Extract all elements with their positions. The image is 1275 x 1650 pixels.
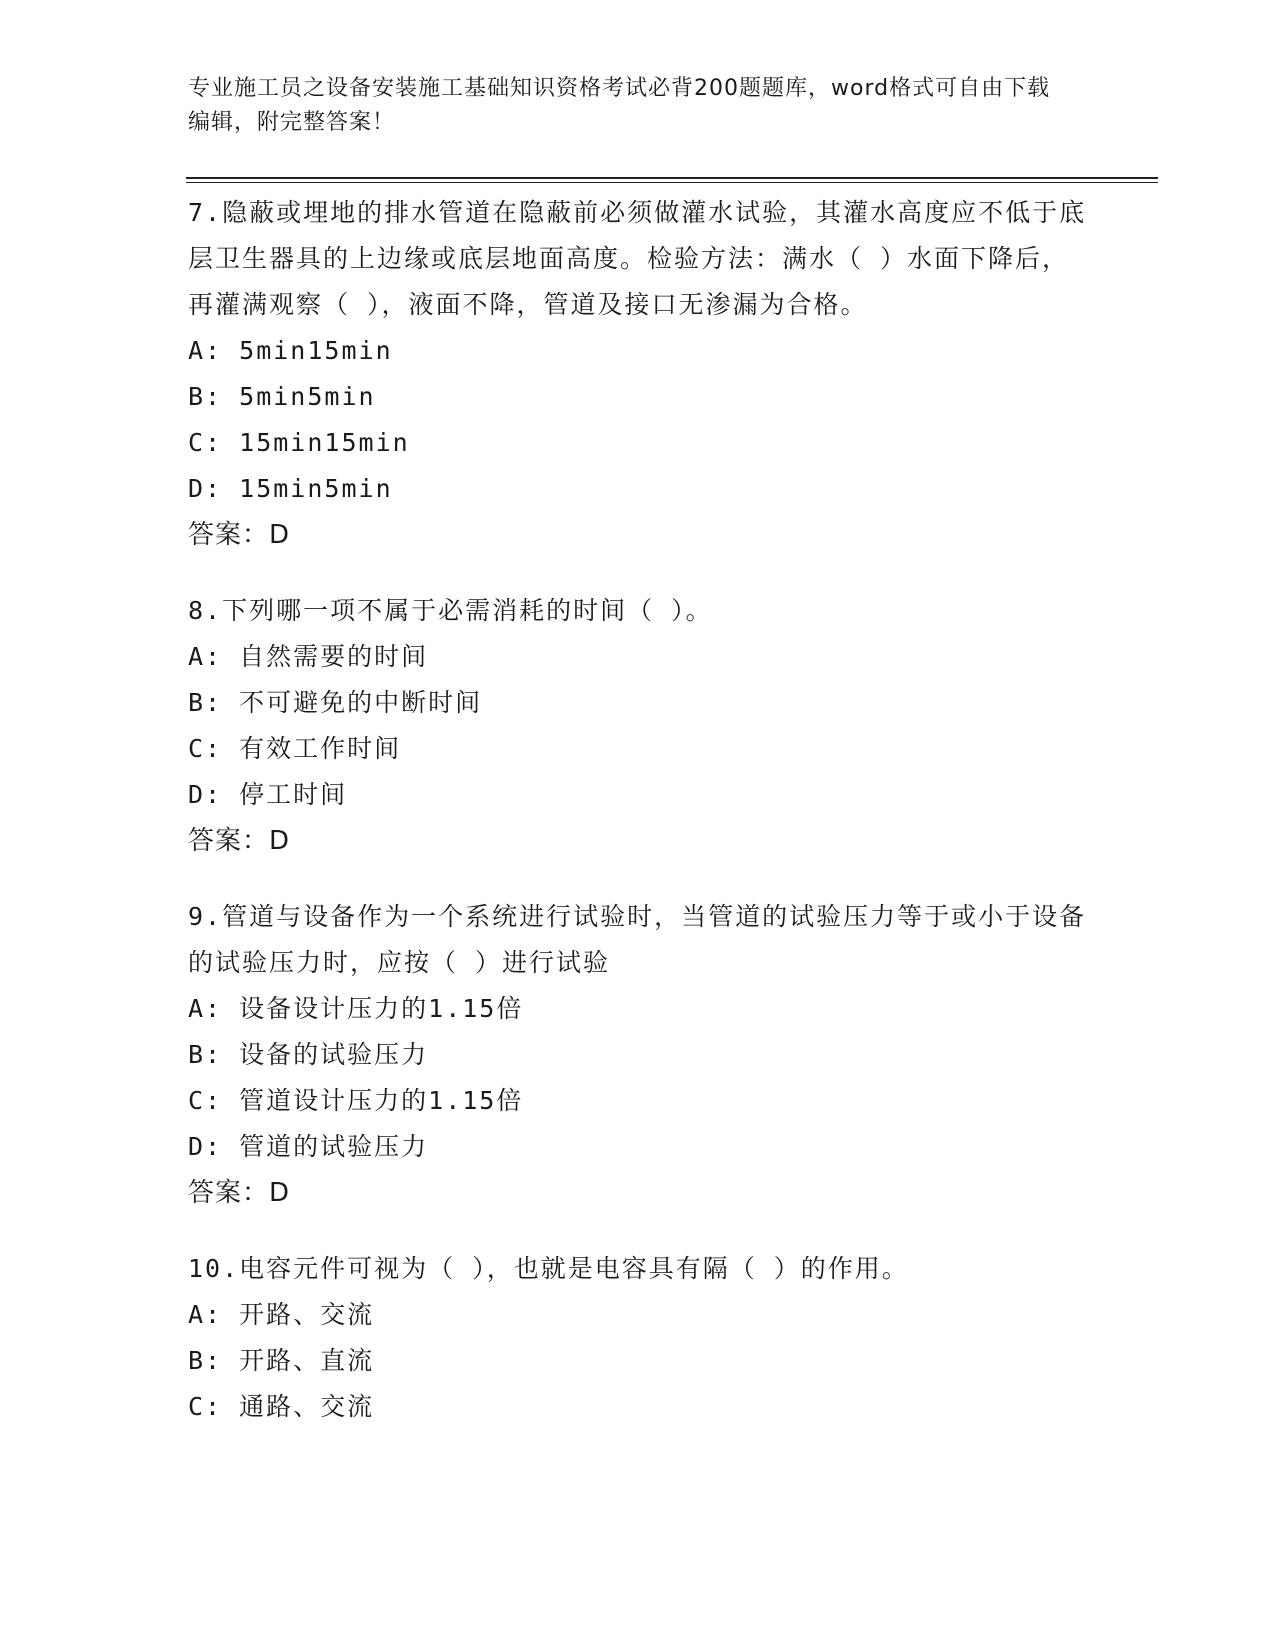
- option-b: B: 设备的试验压力: [188, 1040, 429, 1069]
- document-header: 专业施工员之设备安装施工基础知识资格考试必背200题题库，word格式可自由下载编辑，附完整答案！: [188, 76, 1051, 135]
- question-10: [188, 1246, 1088, 1430]
- option-a: A: 5min15min: [188, 336, 393, 365]
- option-a: A: 设备设计压力的1.15倍: [188, 994, 524, 1023]
- question-7: [188, 190, 1088, 558]
- question-stem: 10.电容元件可视为（ ），也就是电容具有隔（ ）的作用。: [188, 1254, 909, 1283]
- question-stem: 8.下列哪一项不属于必需消耗的时间（ ）。: [188, 596, 713, 625]
- header-divider-thin: [186, 182, 1158, 183]
- answer: 答案：D: [188, 826, 291, 856]
- option-c: C: 15min15min: [188, 428, 410, 457]
- option-b: B: 开路、直流: [188, 1346, 375, 1375]
- option-b: B: 5min5min: [188, 382, 376, 411]
- question-8: [188, 588, 1088, 864]
- question-stem: 7.隐蔽或埋地的排水管道在隐蔽前必须做灌水试验，其灌水高度应不低于底层卫生器具的上边缘或底层地面高度。检验方法：满水（ ）水面下降后，再灌满观察（ ），液面不降，管道及接口无渗漏为合格。: [188, 198, 1087, 319]
- answer: 答案：D: [188, 1178, 291, 1208]
- answer: 答案：D: [188, 520, 291, 550]
- option-d: D: 停工时间: [188, 780, 348, 809]
- option-d: D: 15min5min: [188, 474, 393, 503]
- option-b: B: 不可避免的中断时间: [188, 688, 483, 717]
- question-stem: 9.管道与设备作为一个系统进行试验时，当管道的试验压力等于或小于设备的试验压力时，应按（ ）进行试验: [188, 902, 1087, 977]
- question-9: [188, 894, 1088, 1216]
- option-c: C: 通路、交流: [188, 1392, 375, 1421]
- header-divider-thick: [186, 177, 1158, 179]
- option-a: A: 开路、交流: [188, 1300, 375, 1329]
- option-d: D: 管道的试验压力: [188, 1132, 429, 1161]
- option-c: C: 有效工作时间: [188, 734, 402, 763]
- question-list: [188, 190, 1088, 1460]
- option-c: C: 管道设计压力的1.15倍: [188, 1086, 524, 1115]
- option-a: A: 自然需要的时间: [188, 642, 429, 671]
